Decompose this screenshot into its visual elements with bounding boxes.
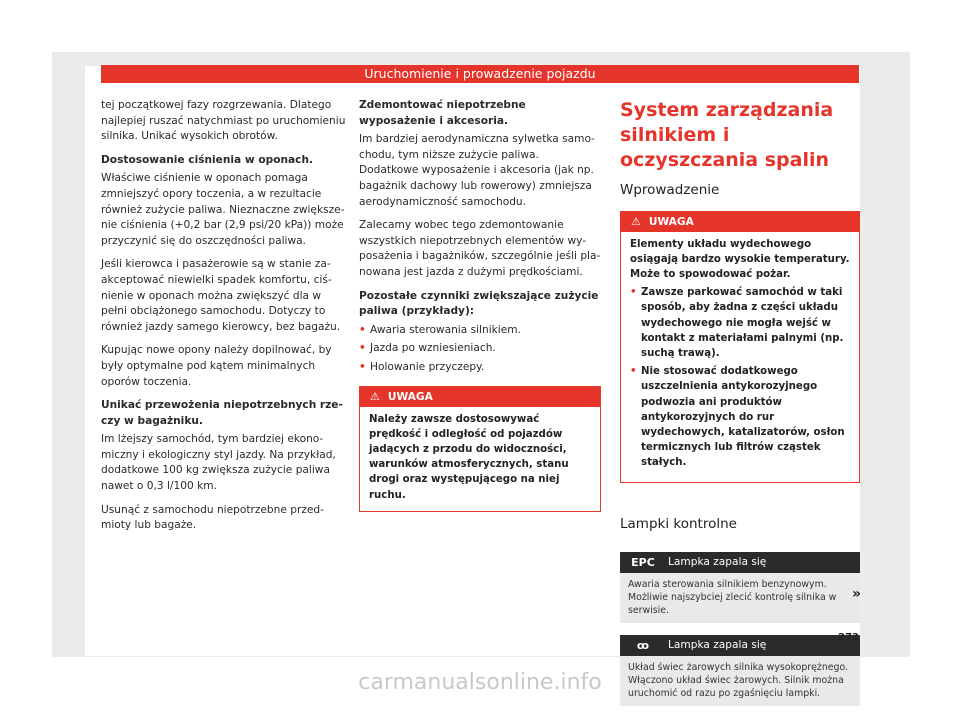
warning-box <box>359 386 601 512</box>
warning-box <box>620 211 860 483</box>
page-number: 273 <box>838 632 859 643</box>
watermark: carmanualsonline.info <box>358 670 602 695</box>
warning-list <box>630 285 850 470</box>
paragraph: Właściwe ciśnienie w oponach pomaga zmniejszyć opory toczenia, a w rezultacie również zużycie paliwa. Nieznaczne zwiększenie ciśnienia (+0,2 bar (2,9 psi/20 kPa)) może przyczynić się do oszczędności paliwa. <box>101 172 345 247</box>
paragraph: Usunąć z samochodu niepotrzebne przedmioty lub bagaże. <box>101 503 324 532</box>
paragraph: Im bardziej aerodynamiczna sylwetka samochodu, tym niższe zużycie paliwa. Dodatkowe wyposażenie i akcesoria (jak np. bagażnik dachowy lub rowerowy) zmniejsza aerodynamiczność samochodu. <box>359 133 595 208</box>
warning-body <box>360 407 600 511</box>
section-heading-lamps: Lampki kontrolne <box>620 515 737 532</box>
page-header: Uruchomienie i prowadzenie pojazdu <box>101 65 859 83</box>
warning-label: UWAGA <box>387 390 433 403</box>
paragraph: Jeśli kierowca i pasażerowie są w stanie zaakceptować niewielki spadek komfortu, ciśnienie w oponach można zwiększyć dla w pełni obciążonego samochodu. Dotyczy to również jazdy samego kierowcy, bez bagażu. <box>101 258 341 333</box>
bullet-icon: • <box>630 366 637 378</box>
column-left <box>101 98 346 542</box>
list-item: • Holowanie przyczepy. <box>359 360 601 376</box>
paragraph: Zalecamy wobec tego zdemontowanie wszystkich niepotrzebnych elementów wyposażenia i bagażników, szczególnie jeśli planowana jest jazda z dużymi prędkościami. <box>359 219 601 278</box>
warning-triangle-icon: ⚠ <box>370 389 380 403</box>
subheading: Zdemontować niepotrzebne wyposażenie i akcesoria. <box>359 99 526 127</box>
bullet-icon: • <box>630 287 637 299</box>
paragraph: Kupując nowe opony należy dopilnować, by były optymalne pod kątem minimalnych oporów toczenia. <box>101 344 332 388</box>
warning-body <box>621 232 859 482</box>
warning-text: Należy zawsze dostosowywać prędkość i odległość od pojazdów jadących z przodu do widoczności, warunków atmosferycznych, stanu drogi oraz występującego na niej ruchu. <box>369 413 569 501</box>
lamp-text: Układ świec żarowych silnika wysokoprężnego. Włączono układ świec żarowych. Silnik można uruchomić od razu po zgaśnięciu lampki. <box>628 662 849 700</box>
lamp-header <box>620 552 860 573</box>
subheading: Pozostałe czynniki zwiększające zużycie paliwa (przykłady): <box>359 289 599 318</box>
lamp-header <box>620 635 860 656</box>
bullet-icon: • <box>359 360 366 373</box>
warning-triangle-icon: ⚠ <box>631 214 641 228</box>
list-item: • Jazda po wzniesieniach. <box>359 341 601 357</box>
list-item: • Zawsze parkować samochód w taki sposób, aby żadna z części układu wydechowego nie mogła wejść w kontakt z materiałami palnymi (np. suchą trawą). <box>630 287 844 360</box>
list-item: • Awaria sterowania silnikiem. <box>359 323 601 339</box>
lamp-body <box>620 573 860 623</box>
paragraph: tej początkowej fazy rozgrzewania. Dlatego najlepiej ruszać natychmiast po uruchomieniu silnika. Unikać wysokich obrotów. <box>101 99 346 143</box>
column-middle <box>359 98 601 512</box>
warning-text: Elementy układu wydechowego osiągają bardzo wysokie temperatury. Może to spowodować pożar. <box>630 238 850 280</box>
list-item: • Nie stosować dodatkowego uszczelnienia antykorozyjnego podwozia ani produktów antykorozyjnych do rur wydechowych, katalizatorów, osłon termicznych lub filtrów cząstek stałych. <box>630 366 845 469</box>
column-right <box>620 98 860 718</box>
warning-header <box>360 387 600 407</box>
section-subtitle: Wprowadzenie <box>620 182 720 198</box>
continue-marker: » <box>852 586 862 602</box>
lamp-text: Awaria sterowania silnikiem benzynowym. Możliwie najszybciej zlecić kontrolę silnika w serwisie. <box>628 579 837 617</box>
warning-label: UWAGA <box>648 215 694 228</box>
glow-plug-icon: ꝏ <box>636 639 650 653</box>
subheading: Unikać przewożenia niepotrzebnych rzeczy w bagażniku. <box>101 399 343 427</box>
lamp-title: Lampka zapala się <box>668 639 767 652</box>
lamp-title: Lampka zapala się <box>668 556 767 569</box>
section-title: System zarządzania silnikiem i oczyszczania spalin <box>620 99 834 171</box>
factor-list <box>359 323 601 376</box>
bullet-icon: • <box>359 323 366 336</box>
bullet-icon: • <box>359 342 366 355</box>
subheading: Dostosowanie ciśnienia w oponach. <box>101 153 314 166</box>
indicator-lamp-epc <box>620 552 860 623</box>
warning-header <box>621 212 859 232</box>
paragraph: Im lżejszy samochód, tym bardziej ekonomiczny i ekologiczny styl jazdy. Na przykład, dodatkowe 100 kg zwiększa zużycie paliwa nawet o 0,3 l/100 km. <box>101 433 336 493</box>
epc-icon: EPC <box>631 556 655 570</box>
